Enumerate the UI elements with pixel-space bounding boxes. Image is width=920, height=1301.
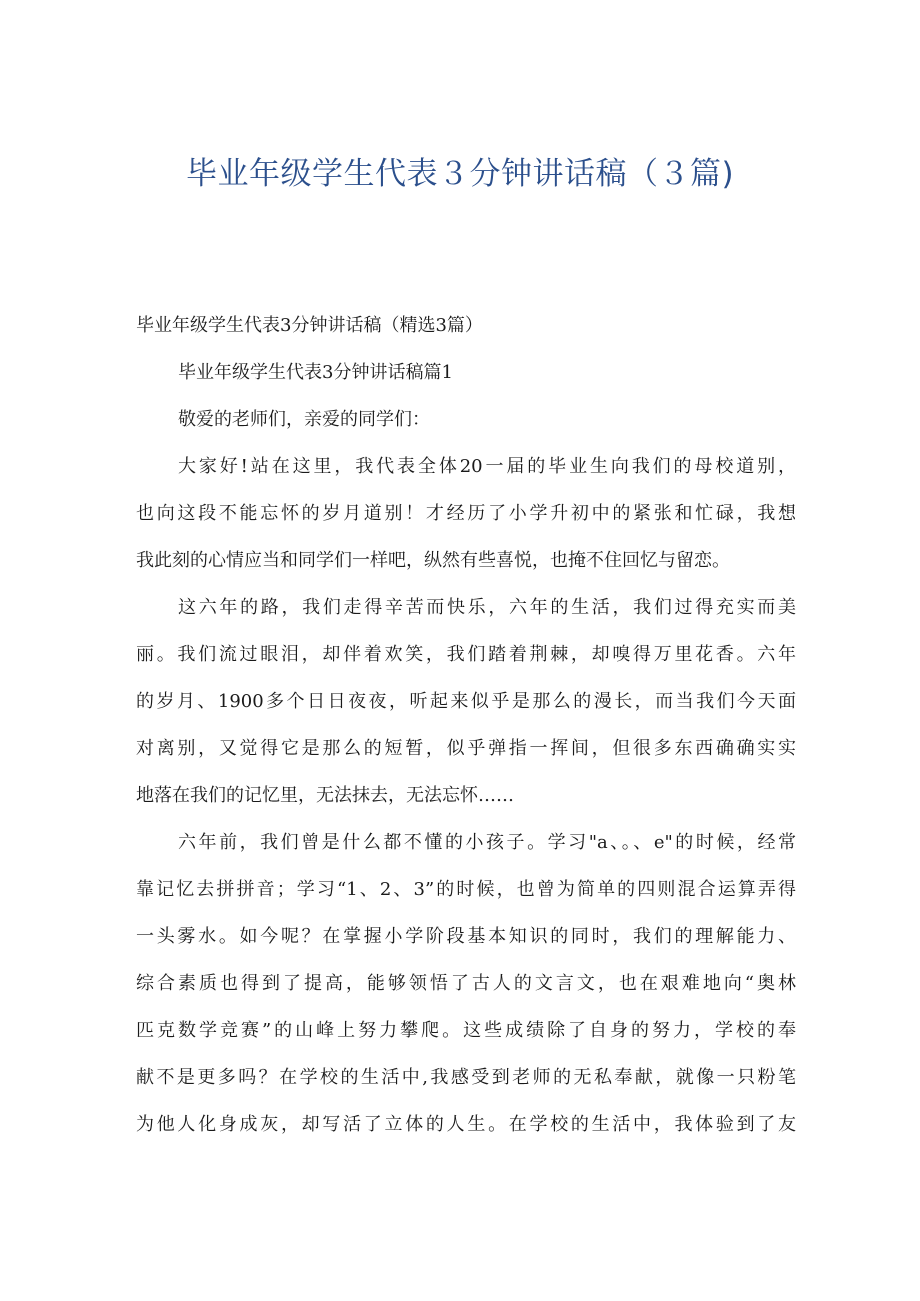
paragraph-line: 匹克数学竞赛”的山峰上努力攀爬。这些成绩除了自身的努力，学校的奉 [136,1020,796,1041]
document-body [136,302,796,1148]
paragraph-line: 一头雾水。如今呢？在掌握小学阶段基本知识的同时，我们的理解能力、 [136,926,796,947]
paragraph-line: 靠记忆去拼拼音；学习“1、2、3”的时候，也曾为简单的四则混合运算弄得 [136,879,796,900]
paragraph-line: 大家好!站在这里，我代表全体20一届的毕业生向我们的母校道别， [178,456,796,477]
paragraph-line: 六年前，我们曾是什么都不懂的小孩子。学习"a、。、e"的时候，经常 [178,832,796,853]
paragraph-line: 也向这段不能忘怀的岁月道别！才经历了小学升初中的紧张和忙碌，我想 [136,503,796,524]
paragraph-line: 综合素质也得到了提高，能够领悟了古人的文言文，也在艰难地向“奥林 [136,973,796,994]
section-heading: 毕业年级学生代表3分钟讲话稿篇1 [178,362,453,383]
paragraph-line: 为他人化身成灰，却写活了立体的人生。在学校的生活中，我体验到了友 [136,1114,796,1135]
salutation: 敬爱的老师们，亲爱的同学们： [178,409,430,430]
paragraph-line: 丽。我们流过眼泪，却伴着欢笑，我们踏着荆棘，却嗅得万里花香。六年 [136,644,796,665]
document-title: 毕业年级学生代表３分钟讲话稿（３篇) [185,156,735,192]
paragraph-line: 献不是更多吗？在学校的生活中,我感受到老师的无私奉献，就像一只粉笔 [136,1067,796,1088]
paragraph-line: 的岁月、1900多个日日夜夜，听起来似乎是那么的漫长，而当我们今天面 [136,691,796,712]
paragraph-line: 我此刻的心情应当和同学们一样吧，纵然有些喜悦，也掩不住回忆与留恋。 [136,550,730,571]
subtitle-line: 毕业年级学生代表3分钟讲话稿（精选3篇） [136,315,483,336]
paragraph-line: 地落在我们的记忆里，无法抹去，无法忘怀…… [136,785,514,806]
paragraph-line: 对离别，又觉得它是那么的短暂，似乎弹指一挥间，但很多东西确确实实 [136,738,796,759]
paragraph-line: 这六年的路，我们走得辛苦而快乐，六年的生活，我们过得充实而美 [178,597,796,618]
